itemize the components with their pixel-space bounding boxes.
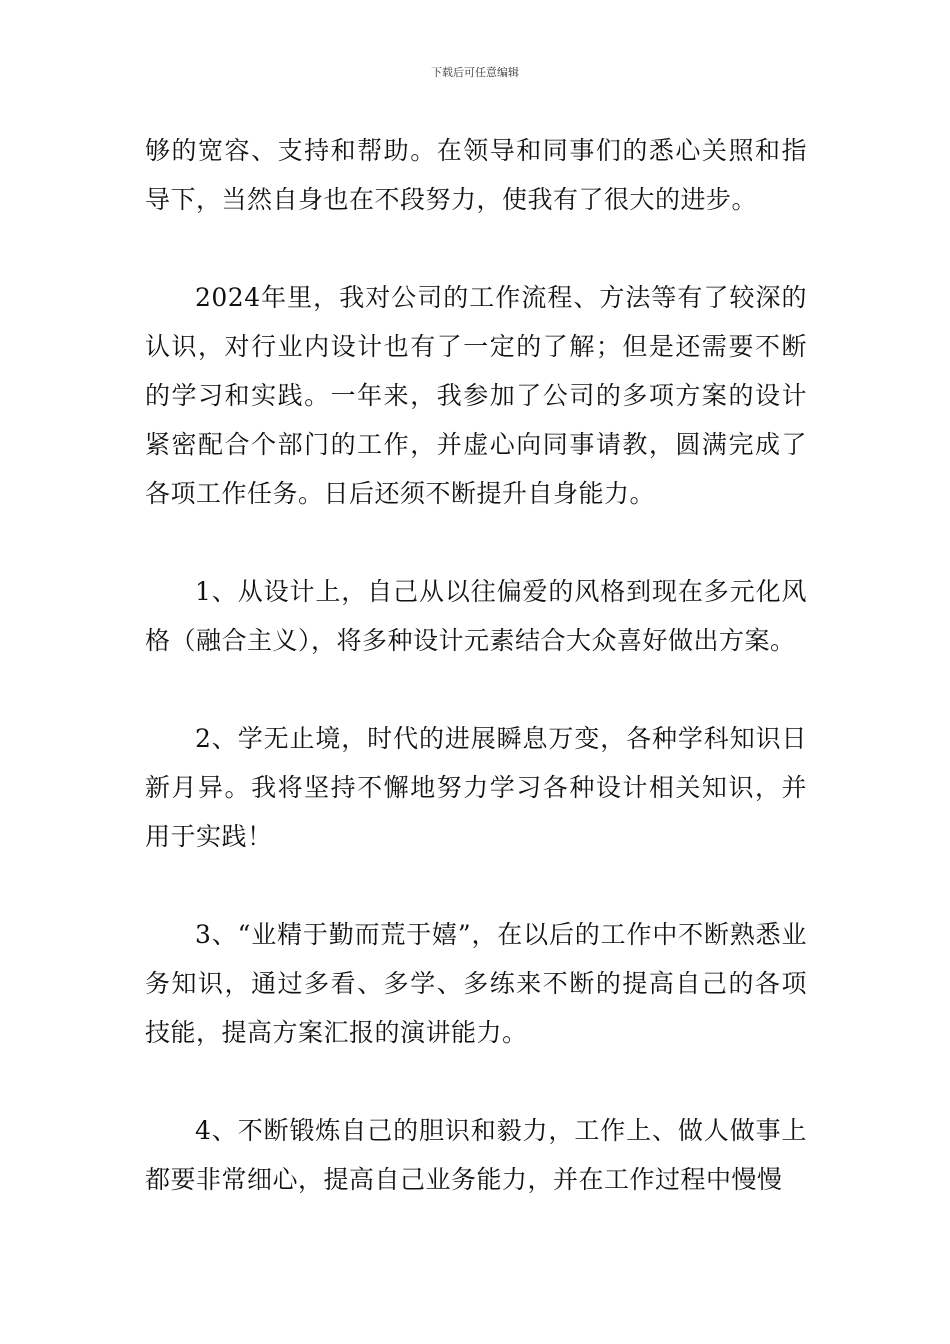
paragraph-intro: 够的宽容、支持和帮助。在领导和同事们的悉心关照和指导下，当然自身也在不段努力，使我有了很大的进步。: [145, 136, 807, 214]
paragraph-gap: [145, 861, 807, 910]
document-body: [145, 126, 807, 1204]
paragraph-gap: [145, 1057, 807, 1106]
page-header: 下载后可任意编辑: [431, 66, 519, 79]
paragraph-gap: [145, 224, 807, 273]
paragraph-gap: [145, 518, 807, 567]
paragraph-summary: 2024年里，我对公司的工作流程、方法等有了较深的认识，对行业内设计也有了一定的了解；但是还需要不断的学习和实践。一年来，我参加了公司的多项方案的设计紧密配合个部门的工作，并虚心向同事请教，圆满完成了各项工作任务。日后还须不断提升自身能力。: [145, 283, 807, 508]
paragraph-item-3: 3、“业精于勤而荒于嬉”，在以后的工作中不断熟悉业务知识，通过多看、多学、多练来不断的提高自己的各项技能，提高方案汇报的演讲能力。: [145, 920, 807, 1047]
paragraph-item-1: 1、从设计上，自己从以往偏爱的风格到现在多元化风格（融合主义），将多种设计元素结合大众喜好做出方案。: [145, 577, 807, 655]
paragraph-item-4: 4、不断锻炼自己的胆识和毅力，工作上、做人做事上都要非常细心，提高自己业务能力，并在工作过程中慢慢: [145, 1116, 807, 1194]
paragraph-item-2: 2、学无止境，时代的进展瞬息万变，各种学科知识日新月异。我将坚持不懈地努力学习各种设计相关知识，并用于实践！: [145, 724, 807, 851]
paragraph-gap: [145, 665, 807, 714]
